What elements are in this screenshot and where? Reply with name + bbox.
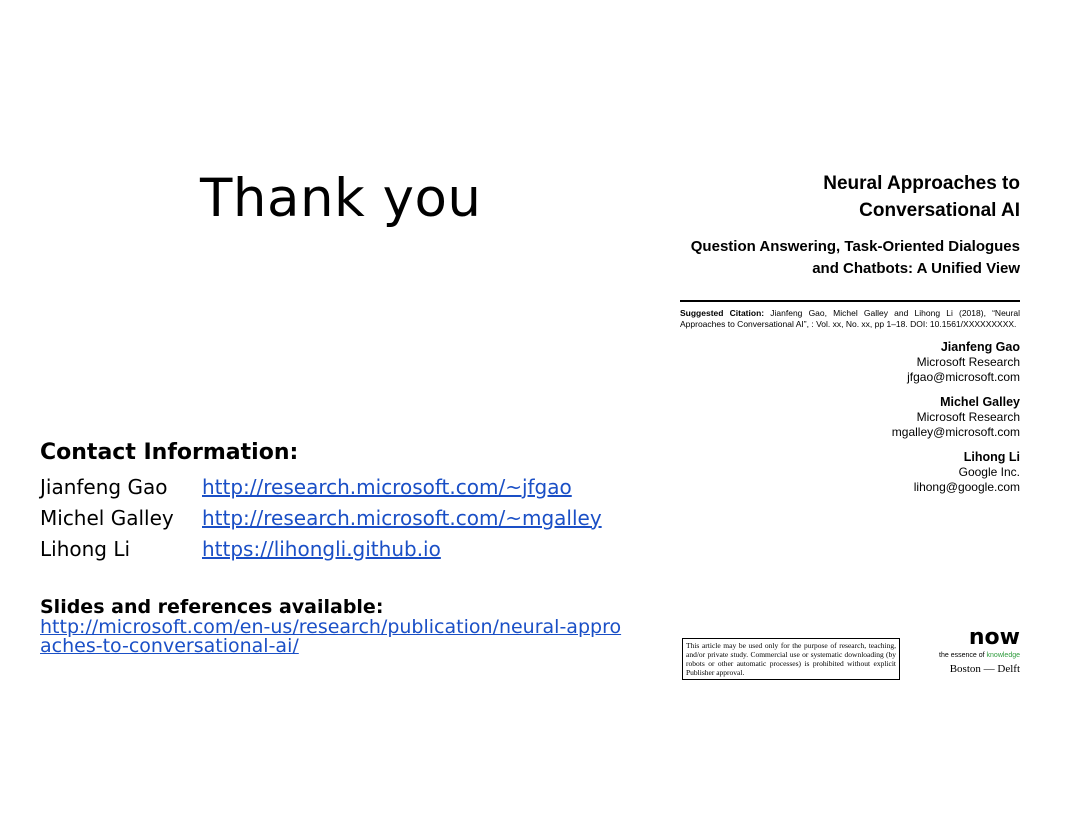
- publisher-cities: Boston — Delft: [949, 663, 1020, 675]
- contact-row: [40, 533, 602, 564]
- author-block: [680, 395, 1020, 440]
- contact-name: Michel Galley: [40, 505, 174, 530]
- paper-subtitle: [680, 236, 1020, 280]
- author-affiliation: Microsoft Research: [916, 410, 1020, 424]
- paper-title-line: Neural Approaches to: [823, 173, 1020, 194]
- publisher-tagline: [939, 652, 1020, 659]
- contact-name: Lihong Li: [40, 536, 131, 561]
- license-notice: This article may be used only for the purpose of research, teaching, and/or private study. Commercial use or systematic downloading (by robots or other automatic processes) is prohibited without explicit Publisher approval.: [682, 638, 900, 680]
- contact-name: Jianfeng Gao: [40, 474, 168, 499]
- contact-link[interactable]: http://research.microsoft.com/~mgalley: [202, 505, 602, 530]
- slides-section: [40, 596, 640, 656]
- author-email: mgalley@microsoft.com: [891, 425, 1020, 439]
- citation: [680, 308, 1020, 330]
- contact-link[interactable]: https://lihongli.github.io: [202, 536, 441, 561]
- tagline-prefix: the essence of: [939, 652, 987, 659]
- citation-text: Jianfeng Gao, Michel Galley and Lihong Li (2018), “Neural Approaches to Conversational AI”, : Vol. xx, No. xx, pp 1–18. DOI: 10.1561/XXXXXXXXX.: [680, 308, 1020, 329]
- publisher-block: [939, 626, 1020, 675]
- slide-title: Thank you: [200, 168, 482, 229]
- paper-subtitle-line: Question Answering, Task-Oriented Dialogues: [690, 238, 1020, 255]
- publisher-logo: now: [968, 625, 1020, 650]
- author-name: Lihong Li: [963, 450, 1020, 464]
- author-block: [680, 450, 1020, 495]
- paper-cover: [680, 170, 1020, 690]
- tagline-highlight: knowledge: [986, 652, 1020, 659]
- contact-link[interactable]: http://research.microsoft.com/~jfgao: [202, 474, 572, 499]
- contact-row: [40, 502, 602, 533]
- author-affiliation: Microsoft Research: [916, 355, 1020, 369]
- author-block: [680, 340, 1020, 385]
- paper-title-line: Conversational AI: [859, 200, 1020, 221]
- contact-section: [40, 440, 602, 564]
- author-affiliation: Google Inc.: [958, 465, 1020, 479]
- citation-label: Suggested Citation:: [680, 308, 765, 318]
- contact-heading: Contact Information:: [40, 440, 299, 465]
- author-name: Jianfeng Gao: [940, 340, 1020, 354]
- slides-link[interactable]: http://microsoft.com/en-us/research/publication/neural-approaches-to-conversational-ai/: [40, 616, 622, 657]
- paper-title: [680, 170, 1020, 224]
- paper-subtitle-line: and Chatbots: A Unified View: [812, 260, 1020, 277]
- author-name: Michel Galley: [940, 395, 1020, 409]
- author-email: jfgao@microsoft.com: [907, 370, 1020, 384]
- author-email: lihong@google.com: [913, 480, 1020, 494]
- slides-heading: Slides and references available:: [40, 596, 384, 618]
- divider: [680, 300, 1020, 302]
- contact-row: [40, 471, 602, 502]
